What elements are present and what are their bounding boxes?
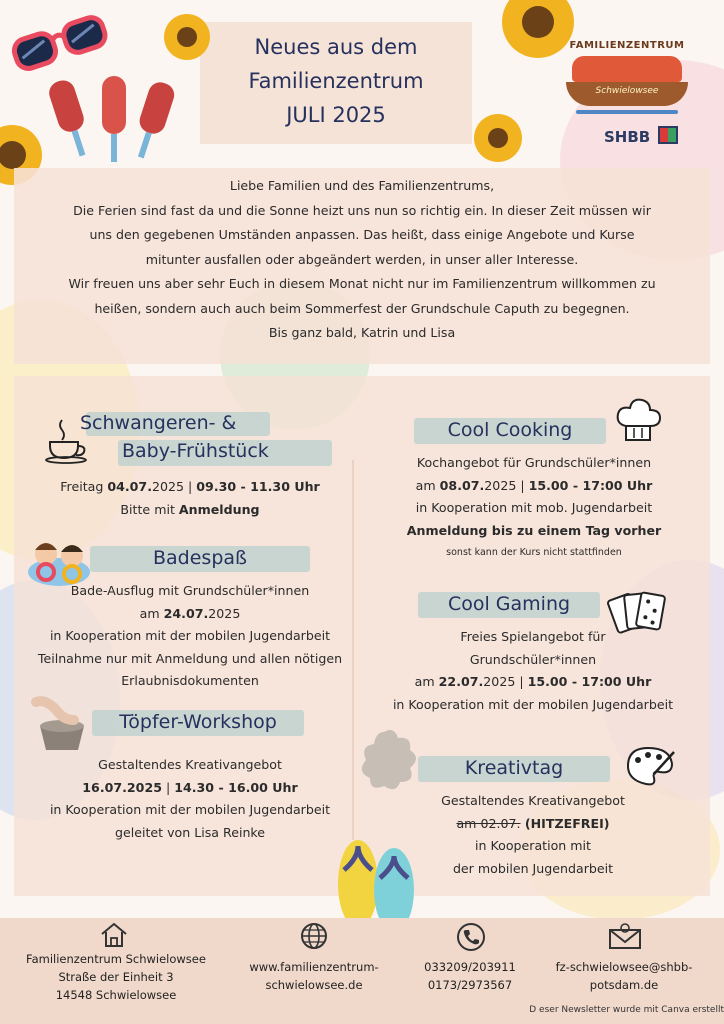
gaming-date: am 22.07.2025 | 15.00 - 17:00 Uhr — [414, 674, 652, 689]
logo-sub-text: Schwielowsee — [595, 86, 659, 96]
title-line-3: JULI 2025 — [286, 103, 386, 127]
intro-line: uns den gegebenen Umständen anpassen. Das heißt, dass einige Angebote und Kurse — [89, 227, 635, 242]
badespass-date: am 24.07.2025 — [139, 605, 241, 621]
badespass-line: Bade-Ausflug mit Grundschüler*innen — [70, 583, 310, 598]
house-icon — [100, 922, 128, 948]
sunglasses-icon — [6, 6, 114, 82]
intro-line: Wir freuen uns aber sehr Euch in diesem Monat nicht nur im Familienzentrum willkommen zu — [68, 276, 656, 291]
breakfast-details — [40, 476, 340, 521]
event-title-kreativtag: Kreativtag — [464, 757, 564, 779]
phone-line[interactable]: 0173/2973567 — [427, 978, 513, 992]
intro-line: Liebe Familien und des Familienzentrums, — [229, 178, 495, 193]
paint-palette-icon — [624, 744, 676, 786]
intro-letter — [14, 168, 710, 364]
toepfer-line: Gestaltendes Kreativangebot — [98, 757, 282, 772]
sunflower-icon — [472, 112, 524, 164]
partner-logo-mark — [658, 126, 678, 144]
intro-line: Die Ferien sind fast da und die Sonne heizt uns nun so richtig ein. In dieser Zeit müssen wir — [73, 202, 651, 218]
mail-icon — [608, 922, 642, 950]
shbb-logo — [604, 126, 678, 146]
intro-line: mitunter ausfallen oder abgeändert werden, in unser aller Interesse. — [145, 251, 579, 267]
kreativtag-line: Gestaltendes Kreativangebot — [441, 793, 625, 808]
cancelled-date: am 02.07. — [456, 815, 521, 831]
title-line-2: Familienzentrum — [248, 69, 424, 93]
event-title-breakfast: Schwangeren- & — [80, 412, 237, 434]
gaming-line: Grundschüler*innen — [469, 651, 597, 667]
logo-arc-text: FAMILIENZENTRUM — [569, 40, 685, 51]
badespass-line: in Kooperation mit der mobilen Jugendarbeit — [49, 628, 331, 643]
phone-icon — [456, 922, 486, 952]
website-link[interactable]: www.familienzentrum- schwielowsee.de — [249, 960, 379, 992]
intro-line: heißen, sondern auch auch beim Sommerfest der Grundschule Caputh zu begegnen. — [94, 300, 630, 316]
kreativtag-line: in Kooperation mit — [475, 838, 591, 853]
canva-credit: D eser Newsletter wurde mit Canva erstellt — [529, 1005, 724, 1015]
badespass-details — [26, 580, 354, 693]
sunflower-icon — [162, 12, 212, 62]
toepfer-details — [26, 754, 354, 844]
chef-hat-icon — [614, 396, 662, 446]
phone-numbers[interactable] — [410, 958, 530, 994]
paint-splash-decoration — [354, 724, 424, 798]
toepfer-date: 16.07.2025 | 14.30 - 16.00 Uhr — [82, 779, 298, 795]
event-title-cooking: Cool Cooking — [447, 419, 573, 441]
cooking-details — [364, 452, 704, 565]
intro-signature: Bis ganz bald, Katrin und Lisa — [268, 325, 456, 340]
email-link[interactable]: fz-schwielowsee@shbb- potsdam.de — [555, 960, 693, 992]
cooking-line: Kochangebot für Grundschüler*innen — [416, 455, 652, 470]
partner-logo-text: SHBB — [604, 128, 651, 146]
address-line: Straße der Einheit 3 — [58, 970, 174, 984]
toepfer-line: geleitet von Lisa Reinke — [114, 824, 266, 840]
globe-icon — [300, 922, 328, 950]
gaming-line: Freies Spielangebot für — [460, 629, 606, 644]
cooking-note: sonst kann der Kurs nicht stattfinden — [446, 547, 622, 558]
event-title-breakfast-2: Baby-Frühstück — [122, 440, 269, 462]
toepfer-line: in Kooperation mit der mobilen Jugendarbeit — [49, 802, 331, 817]
familienzentrum-logo — [562, 34, 692, 120]
address-block — [6, 950, 226, 1004]
gaming-line: in Kooperation mit der mobilen Jugendarbeit — [392, 696, 674, 712]
newsletter-title — [200, 22, 472, 144]
gaming-details — [360, 626, 706, 716]
breakfast-note: Bitte mit Anmeldung — [120, 501, 260, 517]
cooking-registration: Anmeldung bis zu einem Tag vorher — [406, 522, 662, 538]
popsicle-icon — [44, 74, 184, 166]
kreativtag-date — [360, 813, 706, 836]
event-title-toepfer: Töpfer-Workshop — [119, 711, 277, 733]
pottery-icon — [30, 696, 94, 754]
badespass-line: Teilnahme nur mit Anmeldung und allen nötigen — [37, 650, 343, 666]
cooking-date: am 08.07.2025 | 15.00 - 17:00 Uhr — [415, 477, 653, 493]
badespass-line: Erlaubnisdokumenten — [121, 673, 259, 688]
title-line-1: Neues aus dem — [254, 35, 418, 59]
event-title-gaming: Cool Gaming — [447, 593, 571, 615]
cooking-line: in Kooperation mit mob. Jugendarbeit — [415, 500, 653, 515]
status-badge: (HITZEFREI) — [520, 815, 610, 831]
address-line: Familienzentrum Schwielowsee — [26, 952, 206, 966]
event-title-badespass: Badespaß — [153, 547, 247, 569]
address-line: 14548 Schwielowsee — [55, 988, 177, 1002]
phone-line[interactable]: 033209/203911 — [424, 960, 516, 974]
breakfast-date: Freitag 04.07.2025 | 09.30 - 11.30 Uhr — [60, 479, 320, 494]
kreativtag-line: der mobilen Jugendarbeit — [452, 860, 614, 876]
